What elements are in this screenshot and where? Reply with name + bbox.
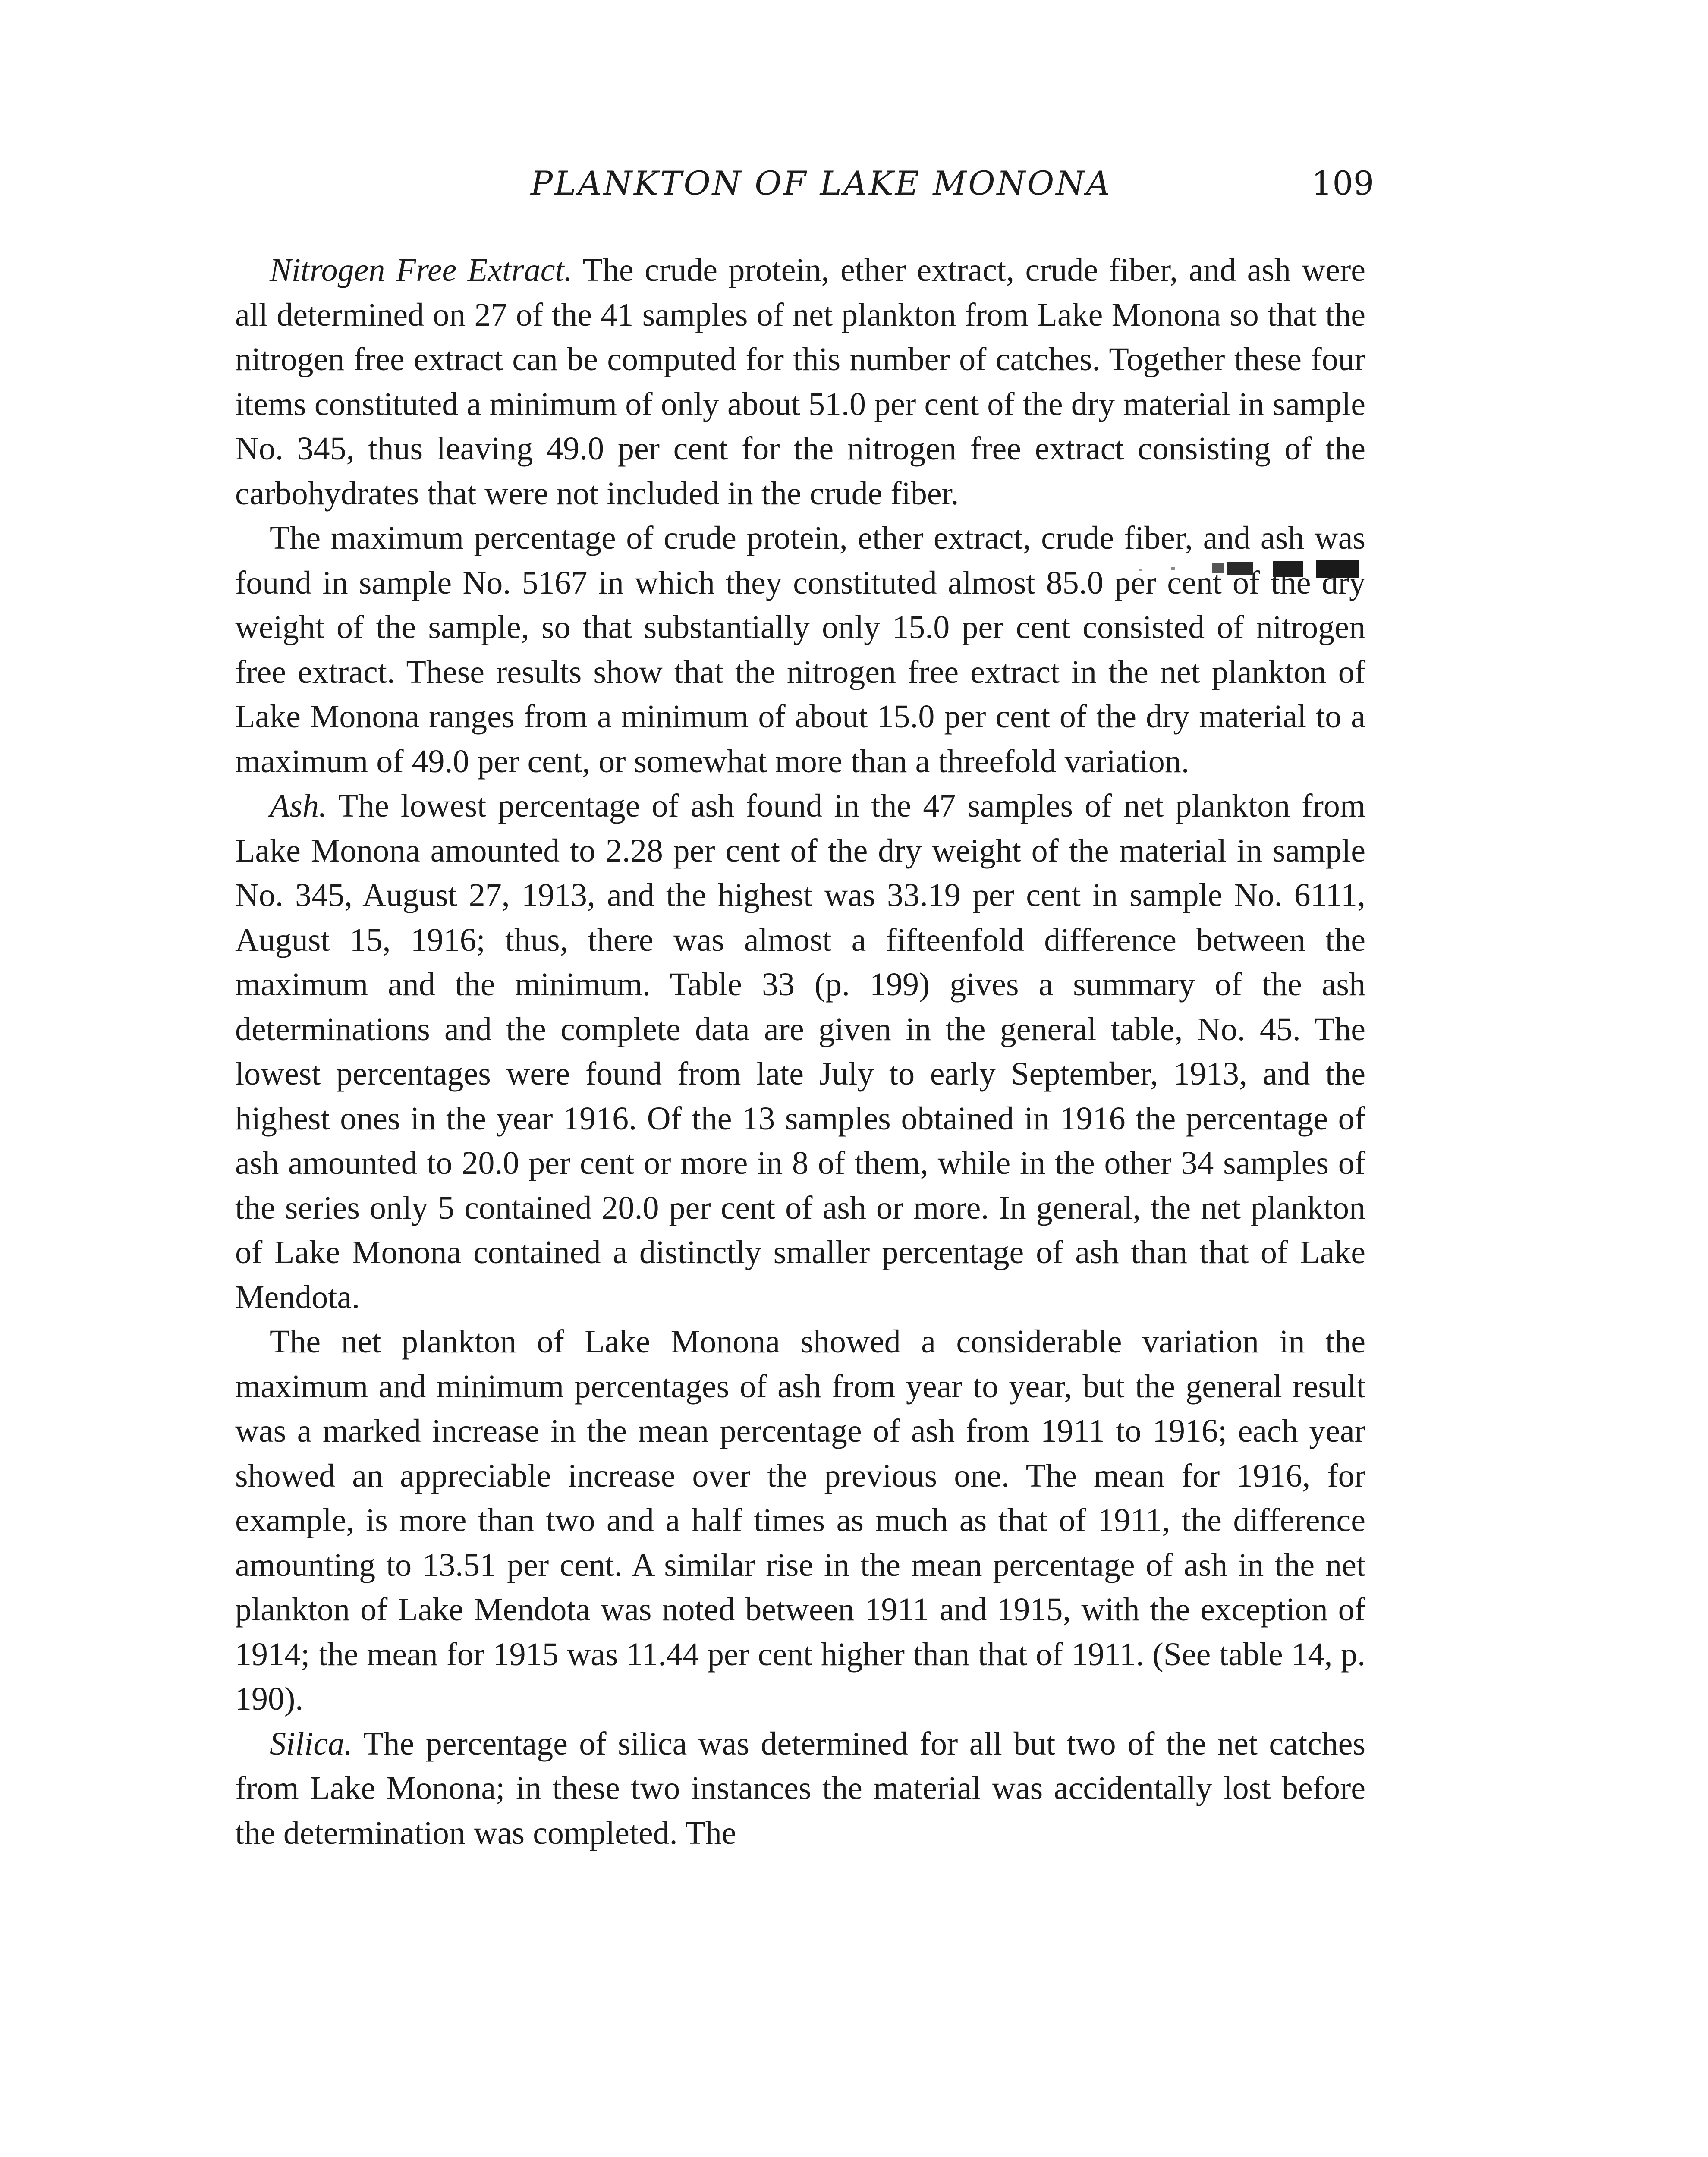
paragraph-nitrogen-free-extract [235, 248, 1365, 516]
body-text [235, 248, 1365, 1855]
runin-heading: Silica. [270, 1725, 353, 1762]
runin-heading: Nitrogen Free Extract. [270, 252, 572, 288]
paragraph-text: The percentage of silica was determined for all but two of the net catches from Lake Monona; in these two instances the material was accidentally lost before the determination was completed. The [235, 1725, 1365, 1851]
runin-heading: Ash. [270, 788, 327, 824]
running-head: PLANKTON OF LAKE MONONA [531, 164, 1112, 202]
paragraph-text: The maximum percentage of crude protein, ether extract, crude fiber, and ash was found in sample No. 5167 in which they constituted almost 85.0 per cent of the dry weight of the sample, so that substantially only 15.0 per cent consisted of nitrogen free extract. These results show that the nitrogen free extract in the net plankton of Lake Monona ranges from a minimum of about 15.0 per cent of the dry material to a maximum of 49.0 per cent, or somewhat more than a threefold variation. [235, 520, 1365, 780]
page-number: 109 [1312, 164, 1375, 202]
paragraph-ash [235, 784, 1365, 1320]
paragraph-text: The net plankton of Lake Monona showed a considerable variation in the maximum and minimum percentages of ash from year to year, but the general result was a marked increase in the mean percentage of ash from 1911 to 1916; each year showed an appreciable increase over the previous one. The mean for 1916, for example, is more than two and a half times as much as that of 1911, the difference amounting to 13.51 per cent. A similar rise in the mean percentage of ash in the net plankton of Lake Mendota was noted between 1911 and 1915, with the exception of 1914; the mean for 1915 was 11.44 per cent higher than that of 1911. (See table 14, p. 190). [235, 1324, 1365, 1717]
paragraph-maximum-percentage [235, 516, 1365, 784]
paragraph-text: The crude protein, ether extract, crude fiber, and ash were all determined on 27 of the 41 samples of net plankton from Lake Monona so that the nitrogen free extract can be computed for this number of catches. Together these four items constituted a minimum of only about 51.0 per cent of the dry material in sample No. 345, thus leaving 49.0 per cent for the nitrogen free extract consisting of the carbohydrates that were not included in the crude fiber. [235, 252, 1366, 512]
paragraph-ash-variation [235, 1320, 1365, 1722]
paragraph-text: The lowest percentage of ash found in the 47 samples of net plankton from Lake Monona amounted to 2.28 per cent of the dry weight of the material in sample No. 345, August 27, 1913, and the highest was 33.19 per cent in sample No. 6111, August 15, 1916; thus, there was almost a fifteenfold difference between the maximum and the minimum. Table 33 (p. 199) gives a summary of the ash determinations and the complete data are given in the general table, No. 45. The lowest percentages were found from late July to early September, 1913, and the highest ones in the year 1916. Of the 13 samples obtained in 1916 the percentage of ash amounted to 20.0 per cent or more in 8 of them, while in the other 34 samples of the series only 5 contained 20.0 per cent of ash or more. In general, the net plankton of Lake Monona contained a distinctly smaller percentage of ash than that of Lake Mendota. [235, 788, 1365, 1315]
paragraph-silica [235, 1722, 1365, 1856]
